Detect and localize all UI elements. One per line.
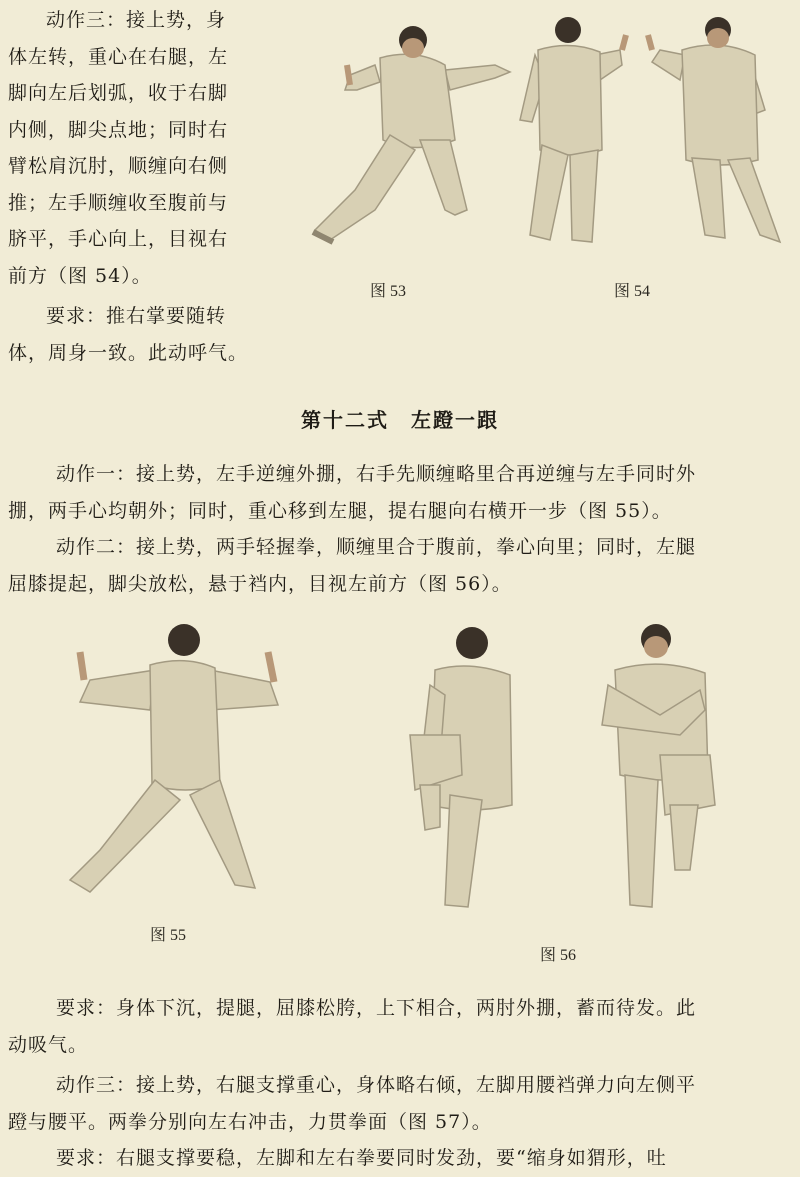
text-line: 脐平，手心向上，目视右 <box>8 228 229 250</box>
figure-56b-photo <box>590 615 740 915</box>
left-text-column <box>8 2 278 371</box>
figure-55-photo <box>60 610 300 900</box>
text-line: 动作二：接上势，两手轻握拳，顺缠里合于腹前，拳心向里；同时，左腿 <box>56 536 697 558</box>
text-line: 体，周身一致。此动呼气。 <box>8 341 249 364</box>
figure-55-caption: 图 55 <box>150 927 187 944</box>
text-line: 脚向左后划弧，收于右脚 <box>8 82 229 104</box>
text-line: 臂松肩沉肘，顺缠向右侧 <box>8 155 229 177</box>
section-title: 第十二式 左蹬一跟 <box>301 408 499 432</box>
text-line: 前方（图 54）。 <box>8 264 152 287</box>
figure-54a-photo <box>510 10 630 250</box>
text-line: 动作三：接上势，身 <box>46 9 227 31</box>
text-line: 屈膝提起，脚尖放松，悬于裆内，目视左前方（图 56）。 <box>8 572 512 595</box>
figure-56-caption: 图 56 <box>540 947 577 964</box>
figure-56a-photo <box>400 615 530 915</box>
figure-54b-photo <box>640 10 790 250</box>
text-line: 动吸气。 <box>8 1033 89 1056</box>
figure-53-photo <box>295 10 525 250</box>
text-line: 体左转，重心在右腿，左 <box>8 45 229 68</box>
bottom-text <box>8 990 794 1177</box>
text-line: 蹬与腰平。两拳分别向左右冲击，力贯拳面（图 57）。 <box>8 1110 492 1133</box>
figure-53-caption: 图 53 <box>370 283 407 300</box>
text-line: 推；左手顺缠收至腹前与 <box>8 191 229 214</box>
text-line: 要求：身体下沉，提腿，屈膝松胯，上下相合，两肘外掤，蓄而待发。此 <box>56 997 697 1019</box>
figure-54-caption: 图 54 <box>614 283 651 300</box>
text-line: 动作一：接上势，左手逆缠外掤，右手先顺缠略里合再逆缠与左手同时外 <box>56 463 697 485</box>
text-line: 要求：右腿支撑要稳，左脚和左右拳要同时发劲，要“缩身如猬形，吐 <box>56 1147 667 1169</box>
text-line: 要求：推右掌要随转 <box>46 305 227 327</box>
body-text <box>8 456 794 602</box>
text-line: 掤，两手心均朝外；同时，重心移到左腿，提右腿向右横开一步（图 55）。 <box>8 499 672 522</box>
text-line: 内侧，脚尖点地；同时右 <box>8 118 229 141</box>
text-line: 动作三：接上势，右腿支撑重心，身体略右倾，左脚用腰裆弹力向左侧平 <box>56 1074 697 1096</box>
